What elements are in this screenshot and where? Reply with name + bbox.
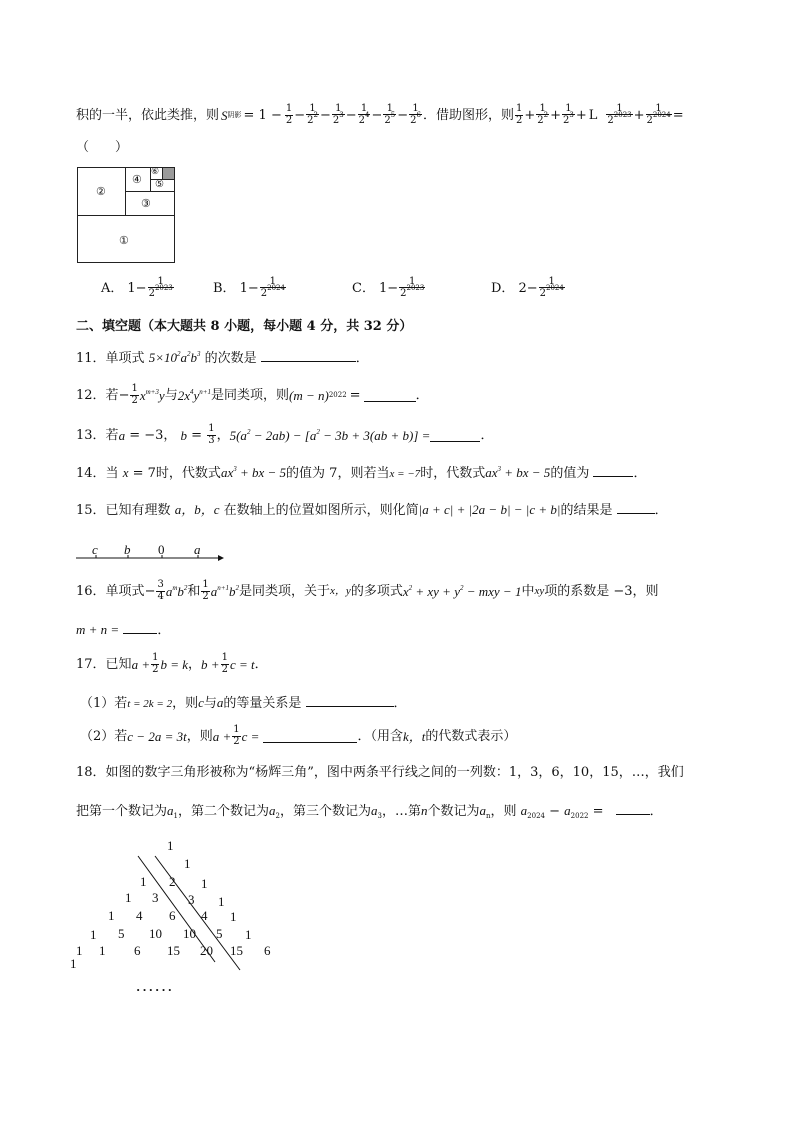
q10-frac-1-2: $\frac{1}{2}$ [285, 103, 293, 126]
q10-square-figure [77, 167, 175, 263]
q16: 16． 单项式 − $\frac{3}{4}$ $a^mb^2$ 和 $\frac{1}{2}$ $a^{n+1}b^2$ 是同类项，关于 x，y 的多项式 $x^2$ + xy + $y^2$ − mxy − 1 中 xy 项的系数是 −3，则 [76, 579, 659, 602]
q14-answer-blank[interactable] [593, 464, 633, 477]
section-heading [76, 320, 412, 333]
yanghui-triangle [70, 830, 290, 1005]
q10-option-a[interactable]: A． 1− $\frac{1}{2^{2023}}$ [101, 275, 173, 299]
q16-answer-blank[interactable] [123, 621, 157, 634]
fig-label-6: ⑥ [151, 167, 160, 177]
tri-r4-c4: 1 [230, 909, 237, 924]
tri-r6-c0: 1 [99, 943, 106, 958]
q10-stem-line: 积的一半，依此类推，则 S 阴影 = 1 − $\frac{1}{2}$ − $\frac{1}{2^2}$ − $\frac{1}{2^3}$ − $\frac{1}{2^4}$ − $\frac{1}{2^5}$ − $\frac{1}{2^6}$ ．借助图形，则 $\frac{1}{2}$ + $\frac{1}{2^2}$ + $\frac{1}{2^3}$ + L $\frac{1}{2^{2023}}$ + $\frac{1}{2^{2024}}$ = [76, 102, 684, 126]
q10-frac-1-2pow5: $\frac{1}{2^5}$ [384, 102, 396, 126]
tri-r6-c3: 20 [200, 943, 213, 958]
tri-r2-c0: 1 [125, 890, 132, 905]
fig-label-4: ④ [132, 173, 142, 186]
tri-r4-c3: 4 [201, 908, 208, 923]
q10-frac-1-2sq: $\frac{1}{2^2}$ [307, 102, 318, 126]
q10-ellipsis-l: L [588, 107, 598, 123]
q10-frac-1-2pow4: $\frac{1}{2^4}$ [358, 102, 370, 126]
tri-r6-c1: 6 [134, 943, 141, 958]
q15-answer-blank[interactable] [617, 501, 655, 514]
q17-1-answer-blank[interactable] [306, 694, 394, 707]
tri-r3-c2: 3 [188, 892, 195, 907]
tri-r1-c1: 1 [140, 874, 147, 889]
q10-stem-mid: ．借助图形，则 [422, 107, 514, 123]
q10-option-c[interactable]: C． 1− $\frac{1}{2^{2023}}$ [352, 275, 425, 299]
fig-label-1: ① [119, 234, 129, 247]
axis-label-a: a [194, 542, 201, 557]
axis-label-b: b [124, 542, 131, 557]
q17: 17． 已知 a + $\frac{1}{2}$ b = k ， b + $\frac{1}{2}$ c = t ． [76, 652, 268, 675]
q10-option-b[interactable]: B． 1− $\frac{1}{2^{2024}}$ [213, 275, 285, 299]
q18-answer-blank[interactable] [616, 802, 650, 815]
tri-r6-c2: 15 [167, 943, 180, 958]
tri-r0-c0: 1 [167, 838, 174, 853]
tri-r6-c5: 6 [264, 943, 271, 958]
tri-r3-c1: 3 [152, 890, 159, 905]
fig-label-5: ⑤ [155, 179, 164, 190]
q17-part2: （2）若 c − 2a = 3t ，则 a + $\frac{1}{2}$ c = ．（用含 k，t 的代数式表示） [80, 724, 517, 747]
tri-r6-c4: 15 [230, 943, 243, 958]
tri-r5-c4: 5 [216, 926, 223, 941]
q14: 14．当 x = 7时，代数式$ax^3$ + bx − 5的值为 7，则若当x = −7时，代数式$ax^3$ + bx − 5的值为 ． [76, 465, 647, 481]
q10-answer-bracket: （ ） [76, 140, 129, 155]
axis-label-0: 0 [158, 542, 165, 557]
tri-r3-c3: 1 [218, 894, 225, 909]
q11: 11．单项式 $5\times 10^2a^2b^3$ 的次数是 ． [76, 350, 369, 366]
q15-number-line [76, 542, 226, 564]
q10-frac-1-2pow6: $\frac{1}{2^6}$ [410, 102, 421, 126]
q15: 15．已知有理数 a，b，c 在数轴上的位置如图所示，则化简|a + c| + |2a − b| − |c + b|的结果是 ． [76, 502, 668, 518]
fig-label-2: ② [96, 185, 106, 198]
number-line-axis [76, 542, 226, 564]
q11-answer-blank[interactable] [261, 349, 356, 362]
q17-2-answer-blank[interactable] [263, 730, 357, 743]
q17-part1: （1）若t = 2k = 2，则c与a的等量关系是 ． [80, 695, 407, 711]
q10-stem-lead: 积的一半，依此类推，则 [76, 107, 220, 123]
q12: 12． 若 − $\frac{1}{2}$ $x^{m+3}y$ 与 $2x^4y^{n+1}$ 是同类项，则 (m − n) 2022 = ． [76, 383, 429, 406]
tri-r3-c0: 1 [108, 908, 115, 923]
section-detail: （本大题共 8 小题，每小题 4 分，共 32 分） [141, 319, 413, 334]
section-title: 二、填空题 [76, 319, 142, 334]
tri-r5-c3: 10 [183, 926, 196, 941]
tri-r5-c5: 1 [245, 927, 252, 942]
tri-r4-c2: 6 [169, 908, 176, 923]
tri-r6-c6: 1 [70, 956, 77, 971]
tri-r4-c1: 4 [136, 908, 143, 923]
q10-frac-1-2cube: $\frac{1}{2^3}$ [332, 102, 344, 126]
fig-label-3: ③ [141, 197, 151, 210]
tri-r2-c1: 2 [169, 874, 176, 889]
q16-line2: m + n = ． [76, 622, 171, 638]
q18-line2: 把第一个数记为$a_1$，第二个数记为$a_2$，第三个数记为$a_3$，…第n个数记为$a_n$，则 $a_{2024} - a_{2022}$ = ． [76, 803, 663, 820]
q13: 13． 若 a = −3， b = $\frac{1}{3}$ ， $5(a^2 - 2ab) - [a^2 - 3b + 3(ab + b)]$ = ． [76, 423, 494, 446]
tri-r5-c0: 1 [76, 943, 83, 958]
q10-option-d[interactable]: D． 2− $\frac{1}{2^{2024}}$ [491, 275, 564, 299]
q12-answer-blank[interactable] [364, 389, 416, 402]
tri-dots: ······ [136, 982, 175, 997]
axis-label-c: c [92, 542, 98, 557]
tri-r4-c0: 1 [90, 927, 97, 942]
q13-answer-blank[interactable] [430, 429, 480, 442]
tri-r5-c2: 10 [149, 926, 162, 941]
tri-r1-c0: 1 [184, 856, 191, 871]
q18-line1: 18．如图的数字三角形被称为“杨辉三角”，图中两条平行线之间的一列数：1，3，6，10，15，…，我们 [76, 765, 684, 780]
tri-r2-c2: 1 [201, 876, 208, 891]
tri-r5-c1: 5 [118, 926, 125, 941]
